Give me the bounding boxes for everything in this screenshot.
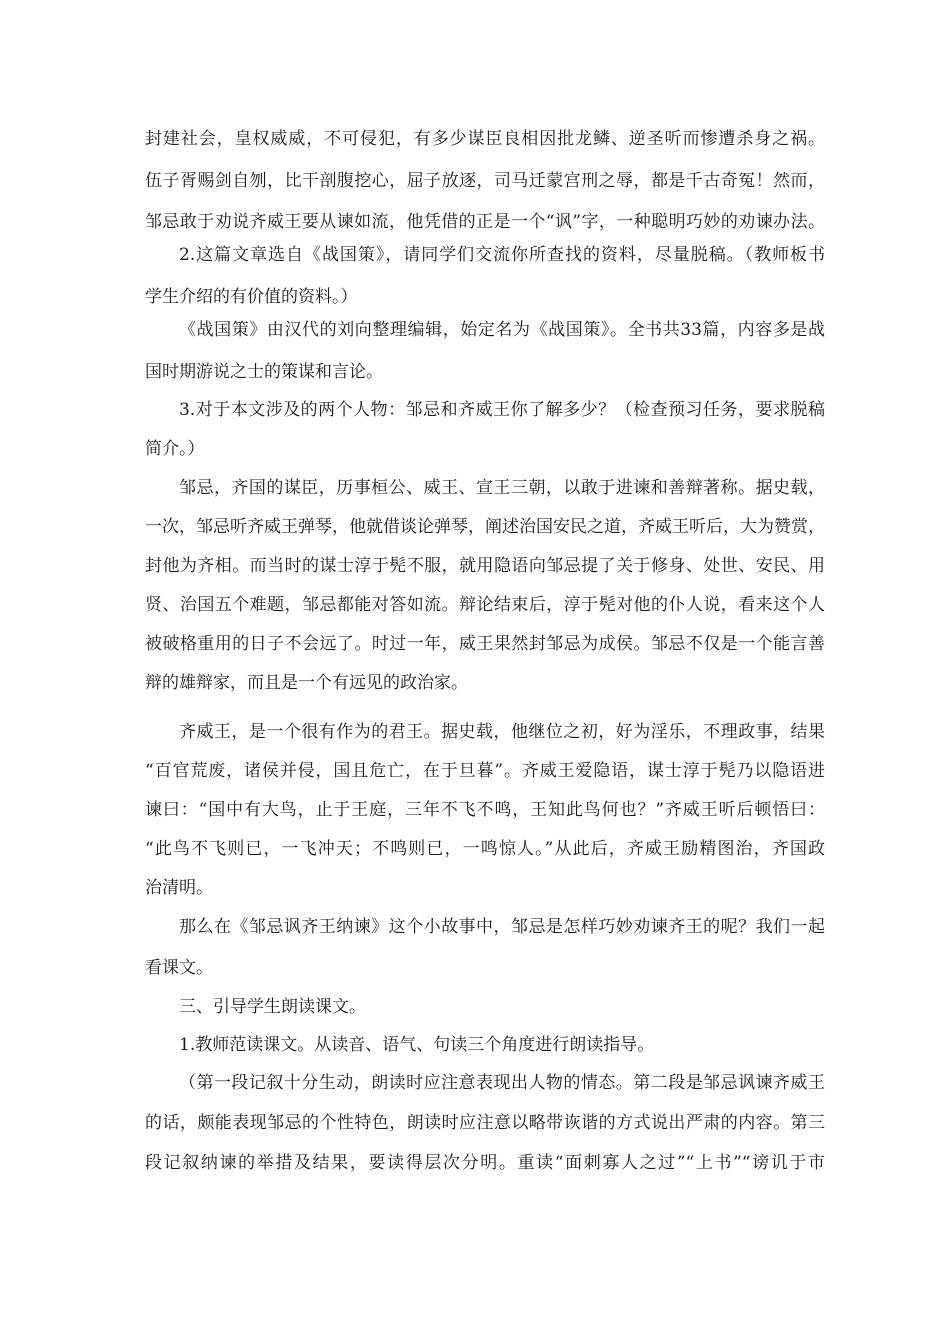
text-line: 2.这篇文章选自《战国策》，请同学们交流你所查找的资料，尽量脱稿。（教师板书: [179, 245, 825, 265]
text-line: 那么在《邹忌讽齐王纳谏》这个小故事中，邹忌是怎样巧妙劝谏齐王的呢？我们一起: [179, 917, 825, 937]
text-line: 封他为齐相。而当时的谋士淳于髡不服，就用隐语向邹忌提了关于修身、处世、安民、用: [145, 556, 825, 576]
text-line: 学生介绍的有价值的资料。）: [145, 287, 358, 307]
text-line: 一次，邹忌听齐威王弹琴，他就借谈论弹琴，阐述治国安民之道，齐威王听后，大为赞赏，: [145, 517, 825, 537]
text-line: 1.教师范读课文。从读音、语气、句读三个角度进行朗读指导。: [179, 1035, 655, 1055]
text-line: 封建社会，皇权威威，不可侵犯，有多少谋臣良相因批龙鳞、逆圣听而惨遭杀身之祸。: [145, 129, 825, 149]
text-line: 伍子胥赐剑自刎，比干剖腹挖心，屈子放逐，司马迁蒙宫刑之辱，都是千古奇冤！然而，: [145, 171, 825, 191]
text-line: （第一段记叙十分生动，朗读时应注意表现出人物的情态。第二段是邹忌讽谏齐威王: [179, 1073, 825, 1093]
text-line: 邹忌敢于劝说齐威王要从谏如流，他凭借的正是一个“讽”字，一种聪明巧妙的劝谏办法。: [145, 212, 825, 232]
text-line: 《战国策》由汉代的刘向整理编辑，始定名为《战国策》。全书共33篇，内容多是战: [179, 320, 825, 340]
text-line: 简介。）: [145, 439, 205, 459]
text-line: 三、引导学生朗读课文。: [179, 997, 366, 1017]
text-line: 的话，颇能表现邹忌的个性特色，朗读时应注意以略带诙谐的方式说出严肃的内容。第三: [145, 1113, 825, 1133]
text-line: 邹忌，齐国的谋臣，历事桓公、威王、宣王三朝，以敢于进谏和善辩著称。据史载，: [179, 478, 825, 498]
text-line: 齐威王，是一个很有作为的君王。据史载，他继位之初，好为淫乐，不理政事，结果: [179, 722, 825, 742]
text-line: 治清明。: [145, 878, 213, 898]
text-line: 谏曰：“国中有大鸟，止于王庭，三年不飞不鸣，王知此鸟何也？”齐威王听后顿悟曰：: [145, 800, 825, 820]
text-line: 贤、治国五个难题，邹忌都能对答如流。辩论结束后，淳于髡对他的仆人说，看来这个人: [145, 595, 825, 615]
text-line: “此鸟不飞则已，一飞冲天；不鸣则已，一鸣惊人。”从此后，齐威王励精图治，齐国政: [145, 839, 825, 859]
text-line: 段记叙纳谏的举措及结果，要读得层次分明。重读“面刺寡人之过”“上书”“谤讥于市: [145, 1153, 825, 1173]
text-line: 国时期游说之士的策谋和言论。: [145, 362, 383, 382]
text-line: 看课文。: [145, 958, 213, 978]
text-line: 被破格重用的日子不会远了。时过一年，威王果然封邹忌为成侯。邹忌不仅是一个能言善: [145, 634, 825, 654]
text-line: 辩的雄辩家，而且是一个有远见的政治家。: [145, 673, 468, 693]
text-line: 3.对于本文涉及的两个人物：邹忌和齐威王你了解多少？（检查预习任务，要求脱稿: [179, 400, 825, 420]
text-line: “百官荒废，诸侯并侵，国且危亡，在于旦暮”。齐威王爱隐语，谋士淳于髡乃以隐语进: [145, 761, 825, 781]
